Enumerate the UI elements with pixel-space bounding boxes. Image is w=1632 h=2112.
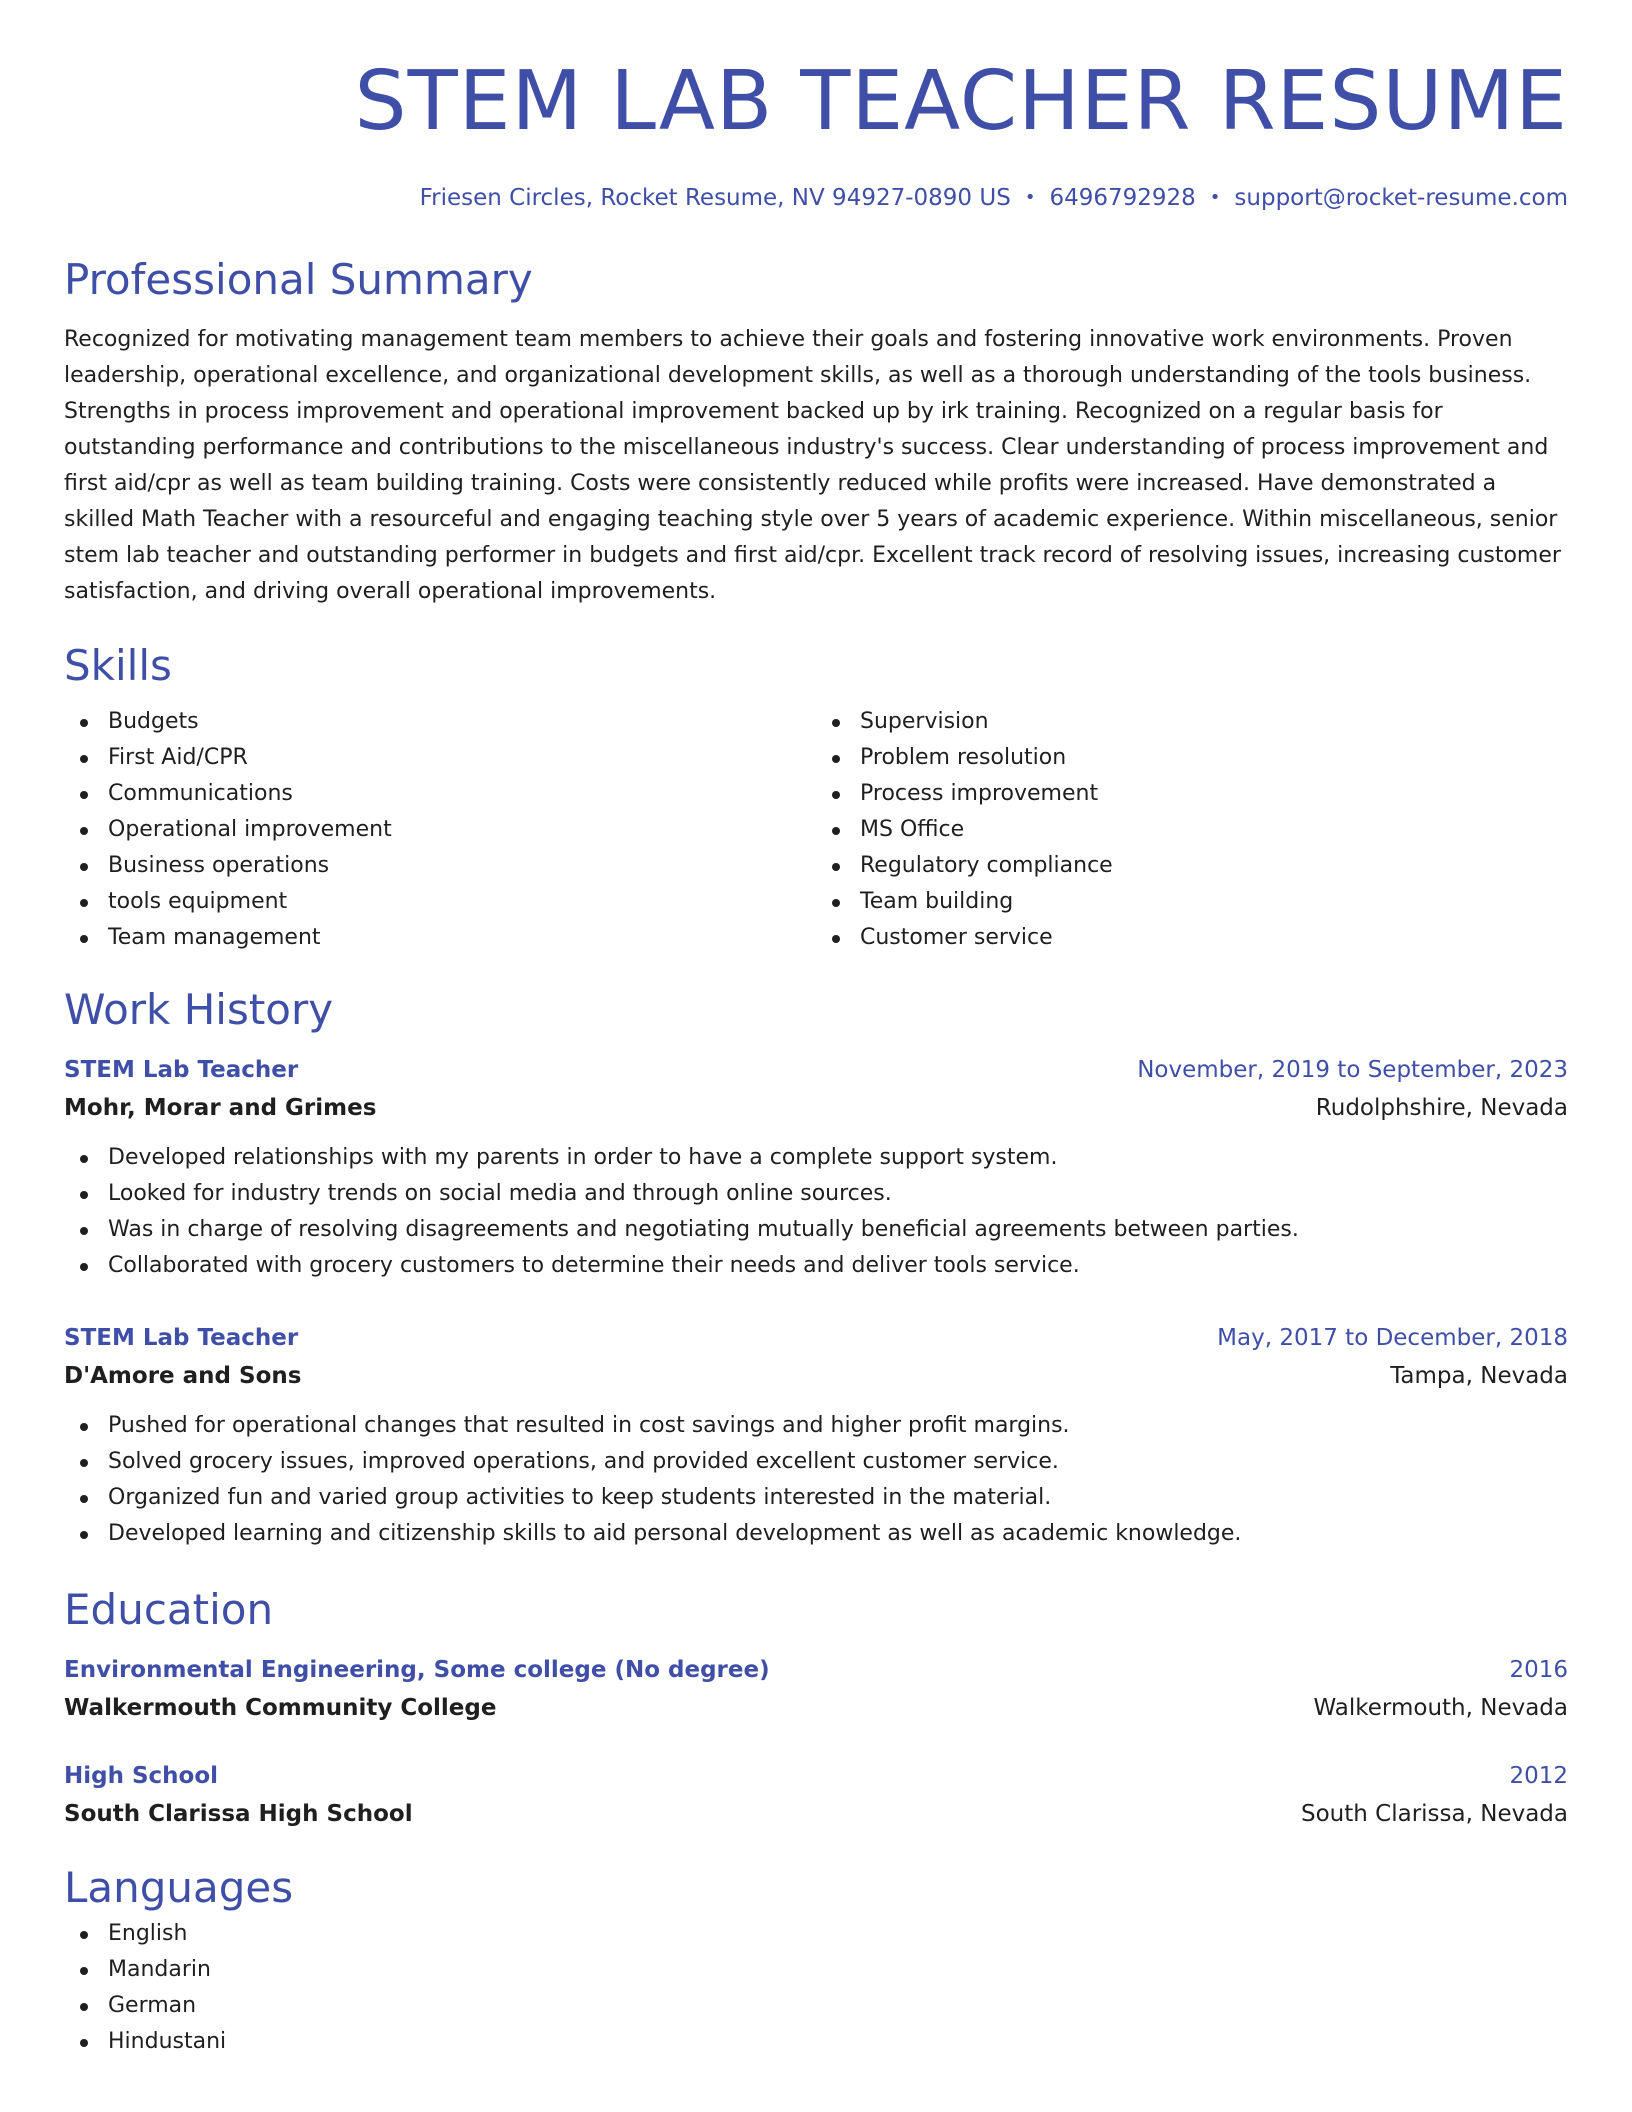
job-company-row: [64, 1088, 1568, 1128]
job-entry: [64, 1052, 1568, 1284]
skills-columns: [64, 704, 1568, 956]
education-header-row: [64, 1652, 1568, 1688]
resume-header: [64, 52, 1568, 214]
skill-item: Communications: [64, 776, 816, 812]
job-bullet: Collaborated with grocery customers to determine their needs and deliver tools service.: [64, 1248, 1568, 1284]
skills-heading: Skills: [64, 641, 172, 690]
skill-item: Operational improvement: [64, 812, 816, 848]
languages-list: [64, 1916, 1568, 2060]
skill-item: First Aid/CPR: [64, 740, 816, 776]
education-location: Walkermouth, Nevada: [1313, 1695, 1568, 1721]
education-school-row: [64, 1794, 1568, 1834]
job-company-row: [64, 1356, 1568, 1396]
contact-address: Friesen Circles, Rocket Resume, NV 94927-0890 US: [419, 185, 1011, 211]
education-section: [64, 1582, 1568, 1834]
job-bullet: Pushed for operational changes that resulted in cost savings and higher profit margins.: [64, 1408, 1568, 1444]
job-header-row: [64, 1320, 1568, 1356]
education-entry: [64, 1652, 1568, 1728]
job-company: D'Amore and Sons: [64, 1363, 302, 1389]
job-dates: May, 2017 to December, 2018: [1217, 1325, 1568, 1351]
skill-item: Problem resolution: [816, 740, 1568, 776]
contact-separator: •: [1209, 187, 1221, 208]
skill-item: Supervision: [816, 704, 1568, 740]
job-entry: [64, 1320, 1568, 1552]
job-bullet: Was in charge of resolving disagreements and negotiating mutually beneficial agreements between parties.: [64, 1212, 1568, 1248]
language-item: English: [64, 1916, 1568, 1952]
skills-list-right: [816, 704, 1568, 956]
education-year: 2012: [1509, 1763, 1568, 1789]
contact-line: [64, 182, 1568, 214]
work-history-heading: Work History: [64, 985, 334, 1034]
job-bullets: [64, 1408, 1568, 1552]
resume-title: STEM LAB TEACHER RESUME: [354, 54, 1568, 149]
education-heading: Education: [64, 1585, 274, 1634]
skill-item: tools equipment: [64, 884, 816, 920]
job-bullet: Solved grocery issues, improved operations, and provided excellent customer service.: [64, 1444, 1568, 1480]
skill-item: Customer service: [816, 920, 1568, 956]
skills-list-left: [64, 704, 816, 956]
job-bullet: Organized fun and varied group activities to keep students interested in the material.: [64, 1480, 1568, 1516]
job-company: Mohr, Morar and Grimes: [64, 1095, 377, 1121]
skill-item: MS Office: [816, 812, 1568, 848]
job-role: STEM Lab Teacher: [64, 1325, 299, 1351]
skill-item: Regulatory compliance: [816, 848, 1568, 884]
languages-section: [64, 1860, 1568, 2060]
job-location: Tampa, Nevada: [1390, 1363, 1568, 1389]
summary-text: Recognized for motivating management team members to achieve their goals and fostering innovative work environments. Proven leadership, operational excellence, and organizational development skills, as well as a thorough understanding of the tools business. Strengths in process improvement and operational improvement backed up by irk training. Recognized on a regular basis for outstanding performance and contributions to the miscellaneous industry's success. Clear understanding of process improvement and first aid/cpr as well as team building training. Costs were consistently reduced while profits were increased. Have demonstrated a skilled Math Teacher with a resourceful and engaging teaching style over 5 years of academic experience. Within miscellaneous, senior stem lab teacher and outstanding performer in budgets and first aid/cpr. Excellent track record of resolving issues, increasing customer satisfaction, and driving overall operational improvements.: [64, 327, 1561, 604]
skill-item: Budgets: [64, 704, 816, 740]
summary-section: [64, 252, 1568, 610]
skills-section: [64, 638, 1568, 956]
education-year: 2016: [1509, 1657, 1568, 1683]
skill-item: Team management: [64, 920, 816, 956]
education-location: South Clarissa, Nevada: [1301, 1801, 1568, 1827]
skill-item: Business operations: [64, 848, 816, 884]
languages-heading: Languages: [64, 1863, 294, 1912]
education-entry: [64, 1758, 1568, 1834]
job-bullet: Developed learning and citizenship skills to aid personal development as well as academic knowledge.: [64, 1516, 1568, 1552]
job-location: Rudolphshire, Nevada: [1315, 1095, 1568, 1121]
contact-separator: •: [1024, 187, 1036, 208]
job-bullet: Developed relationships with my parents in order to have a complete support system.: [64, 1140, 1568, 1176]
language-item: Mandarin: [64, 1952, 1568, 1988]
education-school-row: [64, 1688, 1568, 1728]
language-item: German: [64, 1988, 1568, 2024]
job-dates: November, 2019 to September, 2023: [1137, 1057, 1568, 1083]
summary-heading: Professional Summary: [64, 255, 533, 304]
language-item: Hindustani: [64, 2024, 1568, 2060]
contact-email[interactable]: support@rocket-resume.com: [1234, 185, 1568, 211]
job-role: STEM Lab Teacher: [64, 1057, 299, 1083]
education-degree: Environmental Engineering, Some college (No degree): [64, 1657, 770, 1683]
education-degree: High School: [64, 1763, 219, 1789]
education-header-row: [64, 1758, 1568, 1794]
education-school: South Clarissa High School: [64, 1801, 413, 1827]
job-bullet: Looked for industry trends on social media and through online sources.: [64, 1176, 1568, 1212]
skill-item: Team building: [816, 884, 1568, 920]
contact-phone: 6496792928: [1049, 185, 1196, 211]
skill-item: Process improvement: [816, 776, 1568, 812]
job-header-row: [64, 1052, 1568, 1088]
work-history-section: [64, 982, 1568, 1552]
job-bullets: [64, 1140, 1568, 1284]
education-school: Walkermouth Community College: [64, 1695, 497, 1721]
